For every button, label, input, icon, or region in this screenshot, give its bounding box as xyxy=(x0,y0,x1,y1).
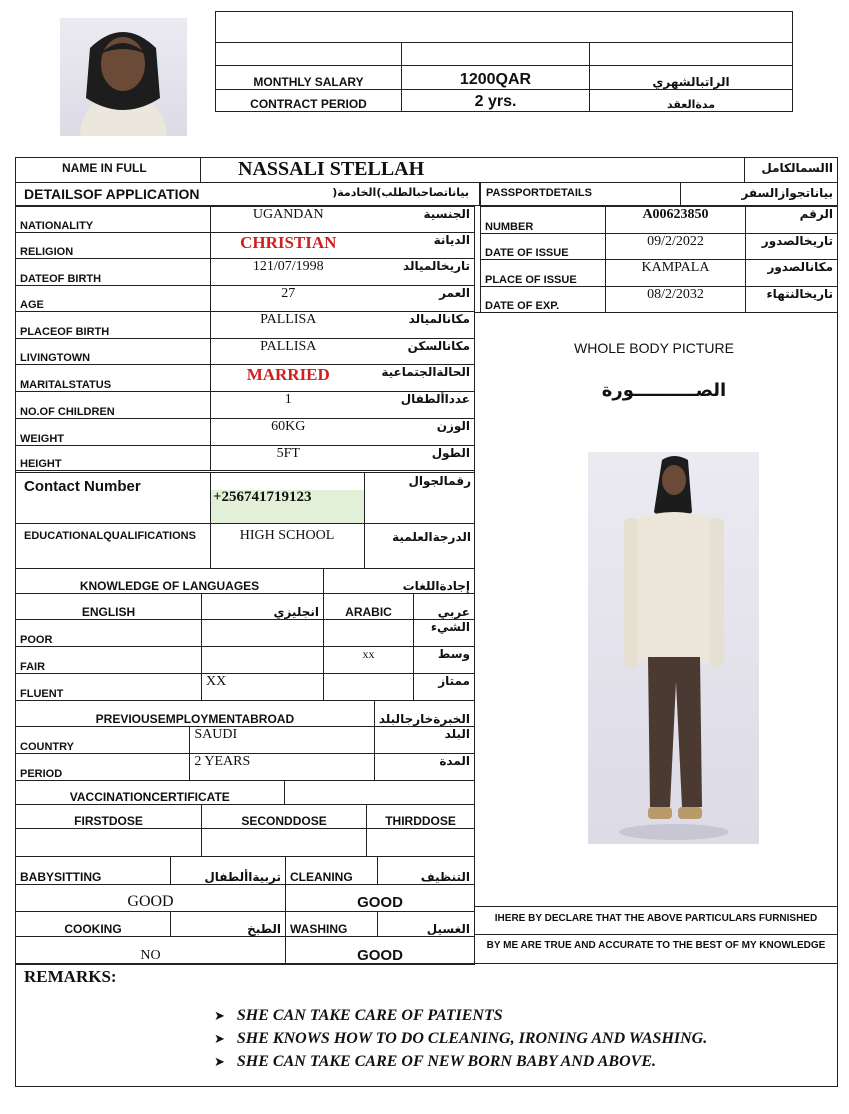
passport-field-ar: مكانالصدور xyxy=(746,260,838,287)
cleaning-value: GOOD xyxy=(286,885,475,912)
passport-details-table xyxy=(480,206,838,313)
personal-value: 121/07/1998 xyxy=(211,259,366,286)
personal-label: WEIGHT xyxy=(16,419,211,446)
language-level-row xyxy=(16,647,475,674)
personal-ar: تاريخالميالد xyxy=(366,259,475,286)
passport-field-label: PLACE OF ISSUE xyxy=(481,260,606,287)
arrow-bullet-icon: ➤ xyxy=(214,1055,225,1070)
english-level-value: XX xyxy=(202,674,324,701)
passport-row xyxy=(481,207,838,234)
personal-ar: الطول xyxy=(366,446,475,471)
person-fullbody-icon xyxy=(588,452,759,844)
declaration-line1: IHERE BY DECLARE THAT THE ABOVE PARTICULARS FURNISHED xyxy=(494,913,818,924)
language-level-ar: الشيء xyxy=(414,620,475,647)
contact-ar: رقمالجوال xyxy=(408,474,471,488)
passport-field-value: 08/2/2032 xyxy=(606,287,746,313)
remark-item xyxy=(214,1030,707,1053)
personal-label: MARITALSTATUS xyxy=(16,365,211,392)
skills-table xyxy=(15,856,475,965)
salary-table xyxy=(215,11,793,112)
passport-label: PASSPORTDETAILS xyxy=(486,187,592,199)
personal-label: DATEOF BIRTH xyxy=(16,259,211,286)
languages-label: KNOWLEDGE OF LANGUAGES xyxy=(16,569,324,594)
country-label: COUNTRY xyxy=(16,727,190,754)
personal-row xyxy=(16,446,475,471)
personal-row xyxy=(16,233,475,259)
personal-row xyxy=(16,339,475,365)
personal-row xyxy=(16,207,475,233)
arabic-level-value: xx xyxy=(324,647,414,674)
personal-ar: مكانالسكن xyxy=(366,339,475,365)
arrow-bullet-icon: ➤ xyxy=(214,1032,225,1047)
arabic-label: ARABIC xyxy=(324,594,414,620)
whole-body-photo xyxy=(588,452,759,844)
washing-value: GOOD xyxy=(286,937,475,965)
remark-item xyxy=(214,1053,707,1076)
english-level-value xyxy=(202,647,324,674)
cooking-ar: الطبخ xyxy=(171,912,286,937)
passport-field-label: DATE OF ISSUE xyxy=(481,234,606,260)
passport-field-ar: تاريخالنتهاء xyxy=(746,287,838,313)
remark-item xyxy=(214,1007,707,1030)
personal-row xyxy=(16,365,475,392)
passport-row xyxy=(481,260,838,287)
arabic-ar: عربي xyxy=(414,594,475,620)
personal-value: PALLISA xyxy=(211,339,366,365)
period-label: PERIOD xyxy=(16,754,190,781)
monthly-salary-value: 1200QAR xyxy=(402,66,590,90)
english-level-value xyxy=(202,620,324,647)
language-level-ar: ممتاز xyxy=(414,674,475,701)
passport-photo xyxy=(60,18,187,136)
personal-label: NO.OF CHILDREN xyxy=(16,392,211,419)
passport-field-value: A00623850 xyxy=(606,207,746,234)
personal-row xyxy=(16,312,475,339)
personal-value: PALLISA xyxy=(211,312,366,339)
personal-value: 5FT xyxy=(211,446,366,471)
personal-ar: مكانالميالد xyxy=(366,312,475,339)
personal-value: UGANDAN xyxy=(211,207,366,233)
whole-body-label: WHOLE BODY PICTURE xyxy=(574,340,734,356)
vaccination-table xyxy=(15,780,475,857)
third-dose-label: THIRDDOSE xyxy=(367,805,475,829)
remark-text: SHE CAN TAKE CARE OF NEW BORN BABY AND ABOVE. xyxy=(236,1053,656,1070)
personal-label: PLACEOF BIRTH xyxy=(16,312,211,339)
passport-field-label: NUMBER xyxy=(481,207,606,234)
personal-label: HEIGHT xyxy=(16,446,211,471)
period-value: 2 YEARS xyxy=(190,754,374,781)
personal-ar: الوزن xyxy=(366,419,475,446)
period-ar: المدة xyxy=(374,754,474,781)
washing-ar: الغسيل xyxy=(378,912,475,937)
languages-table xyxy=(15,568,475,701)
remark-text: SHE KNOWS HOW TO DO CLEANING, IRONING AND WASHING. xyxy=(236,1030,708,1047)
cooking-value: NO xyxy=(16,937,286,965)
personal-row xyxy=(16,286,475,312)
cooking-label: COOKING xyxy=(16,912,171,937)
cleaning-label: CLEANING xyxy=(286,857,378,885)
personal-label: NATIONALITY xyxy=(16,207,211,233)
english-label: ENGLISH xyxy=(16,594,202,620)
employment-label: PREVIOUSEMPLOYMENTABROAD xyxy=(16,701,375,727)
personal-label: LIVINGTOWN xyxy=(16,339,211,365)
personal-value: 60KG xyxy=(211,419,366,446)
language-level-row xyxy=(16,620,475,647)
education-value: HIGH SCHOOL xyxy=(239,528,335,543)
name-value: NASSALI STELLAH xyxy=(238,158,425,180)
personal-row xyxy=(16,392,475,419)
second-dose-label: SECONDDOSE xyxy=(202,805,367,829)
arrow-bullet-icon: ➤ xyxy=(214,1009,225,1024)
english-ar: انجليزي xyxy=(202,594,324,620)
personal-ar: العمر xyxy=(366,286,475,312)
language-level-ar: وسط xyxy=(414,647,475,674)
babysitting-label: BABYSITTING xyxy=(16,857,171,885)
declaration-line2: BY ME ARE TRUE AND ACCURATE TO THE BEST OF MY KNOWLEDGE xyxy=(486,940,826,951)
personal-details-table xyxy=(15,206,475,471)
personal-value: 1 xyxy=(211,392,366,419)
languages-ar: إجادةاللغات xyxy=(324,569,475,594)
contract-period-label: CONTRACT PERIOD xyxy=(216,90,402,112)
personal-value: 27 xyxy=(211,286,366,312)
passport-field-value: 09/2/2022 xyxy=(606,234,746,260)
arabic-level-value xyxy=(324,620,414,647)
personal-row xyxy=(16,259,475,286)
cleaning-ar: التنظيف xyxy=(378,857,475,885)
language-level-row xyxy=(16,674,475,701)
passport-field-ar: تاريخالصدور xyxy=(746,234,838,260)
remarks-label: REMARKS: xyxy=(24,967,117,986)
monthly-salary-ar: الراتبالشهري xyxy=(590,66,793,90)
contract-period-ar: مدةالعقد xyxy=(590,90,793,112)
vaccination-label: VACCINATIONCERTIFICATE xyxy=(16,781,285,805)
employment-table xyxy=(15,700,475,781)
whole-body-ar: الصــــــــــورة xyxy=(601,380,727,401)
language-level-label: FLUENT xyxy=(16,674,202,701)
contact-label: Contact Number xyxy=(24,478,141,495)
passport-ar: بياناتجوازالسفر xyxy=(741,186,833,200)
first-dose-label: FIRSTDOSE xyxy=(16,805,202,829)
personal-value: CHRISTIAN xyxy=(211,233,366,259)
personal-ar: الحالةالجتماعية xyxy=(366,365,475,392)
employment-ar: الخبرةخارجالبلد xyxy=(374,701,474,727)
education-ar: الدرجةالعلمية xyxy=(392,530,471,544)
application-ar: بياناتصاحبالطلب)الخادمة( xyxy=(332,186,469,199)
monthly-salary-label: MONTHLY SALARY xyxy=(216,66,402,90)
passport-field-value: KAMPALA xyxy=(606,260,746,287)
personal-ar: عدداألطفال xyxy=(366,392,475,419)
arabic-level-value xyxy=(324,674,414,701)
personal-label: AGE xyxy=(16,286,211,312)
language-level-label: POOR xyxy=(16,620,202,647)
contact-value: +256741719123 xyxy=(213,489,312,505)
passport-field-ar: الرقم xyxy=(746,207,838,234)
passport-field-label: DATE OF EXP. xyxy=(481,287,606,313)
language-level-label: FAIR xyxy=(16,647,202,674)
personal-ar: الديانة xyxy=(366,233,475,259)
person-portrait-icon xyxy=(60,18,187,136)
remarks-list xyxy=(214,1007,707,1076)
babysitting-ar: تربيةاألطفال xyxy=(171,857,286,885)
name-label: NAME IN FULL xyxy=(62,161,147,175)
personal-label: RELIGION xyxy=(16,233,211,259)
personal-value: MARRIED xyxy=(211,365,366,392)
babysitting-value: GOOD xyxy=(16,885,286,912)
application-label: DETAILSOF APPLICATION xyxy=(24,186,200,202)
passport-row xyxy=(481,287,838,313)
passport-row xyxy=(481,234,838,260)
country-ar: البلد xyxy=(374,727,474,754)
contract-period-value: 2 yrs. xyxy=(402,90,590,112)
personal-ar: الجنسية xyxy=(366,207,475,233)
washing-label: WASHING xyxy=(286,912,378,937)
personal-row xyxy=(16,419,475,446)
country-value: SAUDI xyxy=(190,727,374,754)
remark-text: SHE CAN TAKE CARE OF PATIENTS xyxy=(236,1007,503,1024)
name-ar: االسمالكامل xyxy=(761,161,833,175)
education-label: EDUCATIONALQUALIFICATIONS xyxy=(24,530,196,542)
